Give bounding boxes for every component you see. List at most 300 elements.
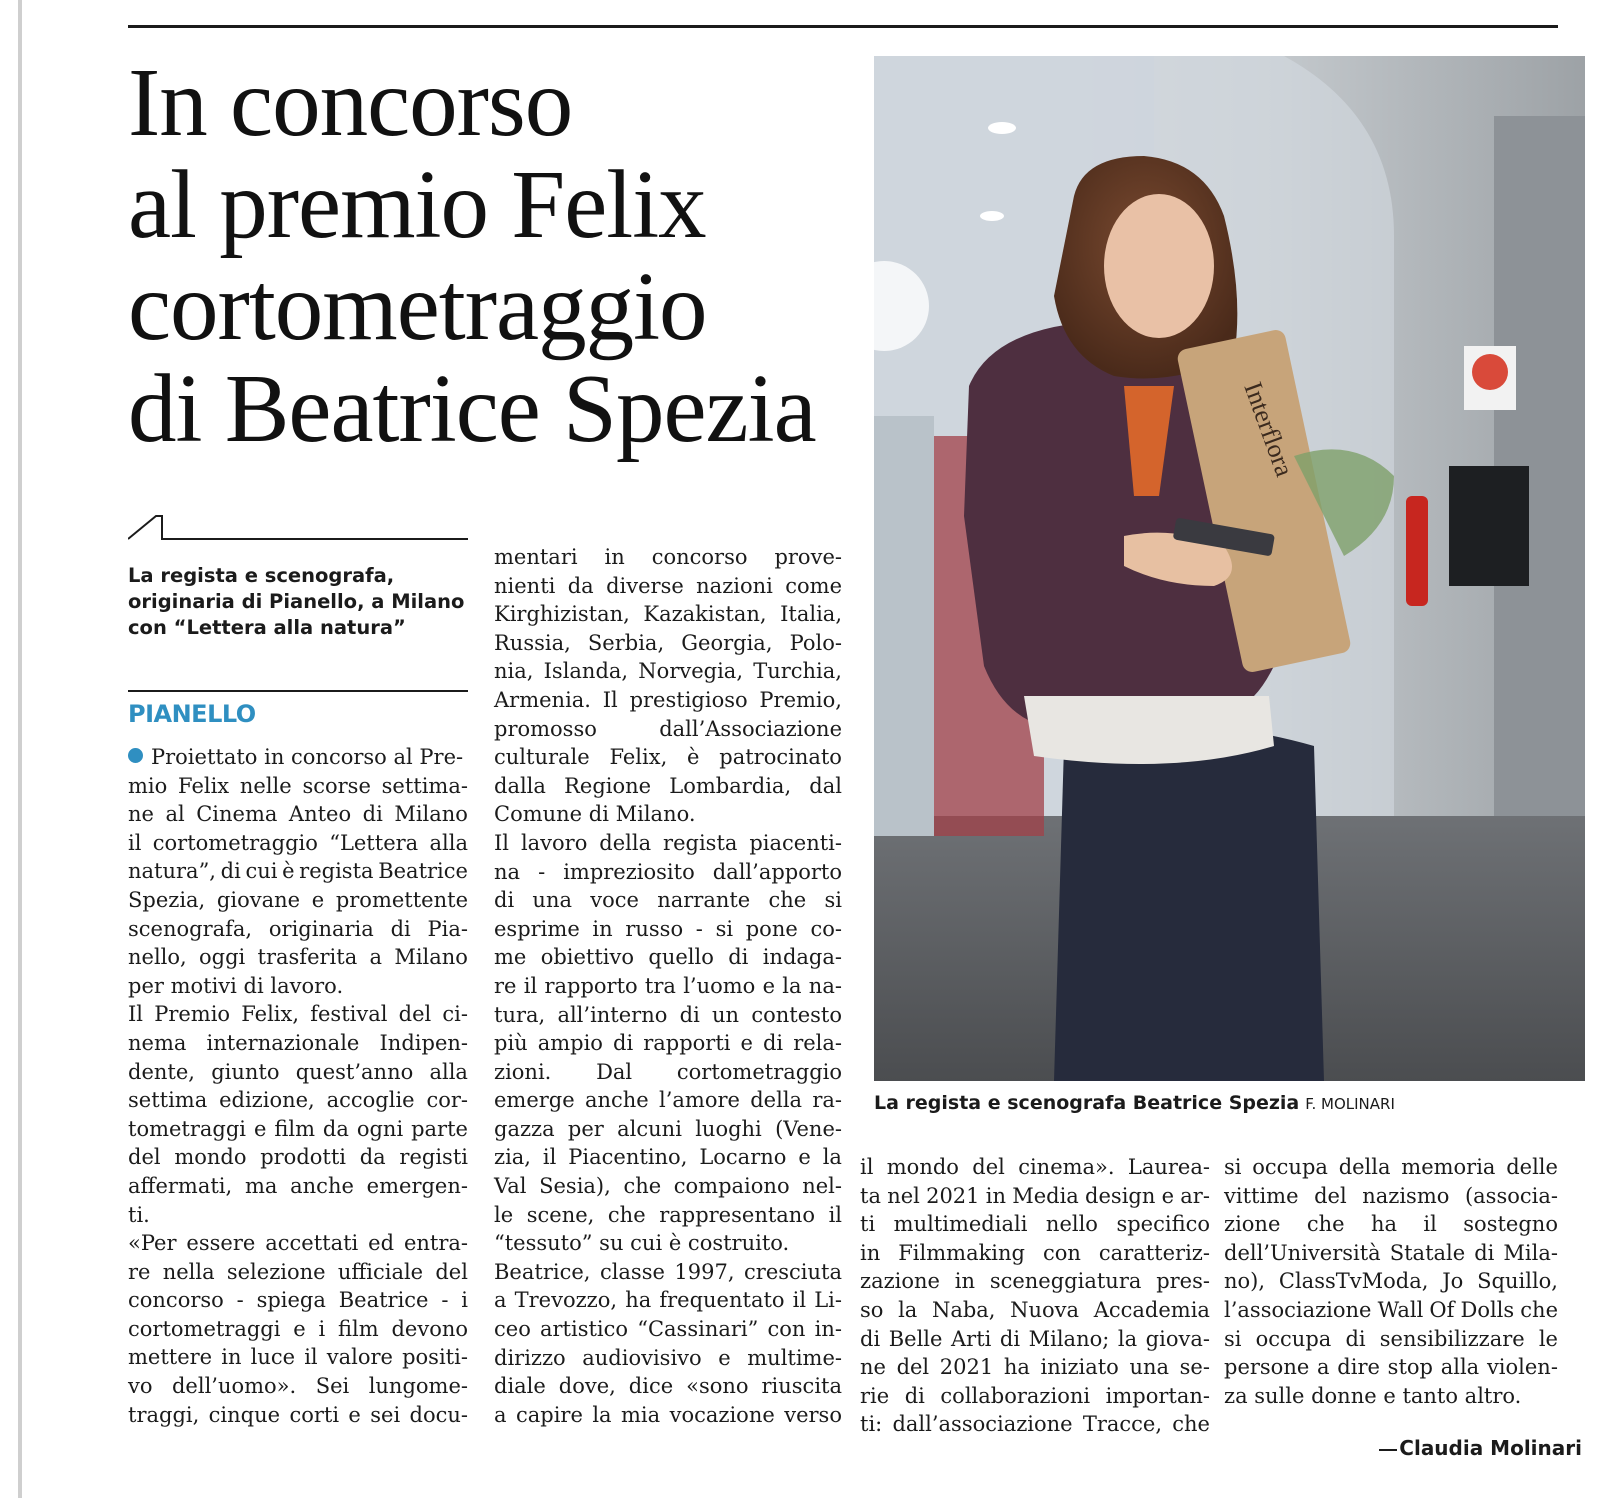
word: si (1224, 1326, 1242, 1351)
word: che (768, 888, 807, 913)
word: ha (625, 1288, 652, 1313)
text-line (1224, 1325, 1558, 1354)
word: tra (644, 973, 676, 998)
word: Beatrice (338, 1288, 429, 1313)
word: frequentato (659, 1288, 785, 1313)
word: registi (399, 1145, 468, 1170)
word: multime- (747, 1345, 842, 1370)
word: prestigioso (629, 687, 748, 712)
word: del (896, 1355, 930, 1380)
word: importan- (1105, 1383, 1210, 1408)
word: mondo (174, 1145, 247, 1170)
author-byline (1379, 1436, 1582, 1460)
word: gazza (494, 1116, 555, 1141)
text-line: Comune di Milano. (494, 802, 696, 827)
word: «sono (686, 1374, 749, 1399)
word: più (494, 1031, 528, 1056)
word: dente, (128, 1059, 195, 1084)
word: di (494, 888, 515, 913)
text-line (128, 1115, 468, 1144)
word: Il (128, 1002, 144, 1027)
text-line (494, 829, 842, 858)
word: emergen- (366, 1173, 468, 1198)
word: la (1117, 1326, 1138, 1351)
dateline: PIANELLO (128, 700, 256, 728)
word: vo (128, 1374, 153, 1399)
word: violen- (1486, 1355, 1558, 1380)
text-line (494, 972, 842, 1001)
word: dal (809, 773, 842, 798)
word: mio (128, 773, 168, 798)
text-line (494, 1258, 842, 1287)
word: il (792, 1288, 807, 1313)
word: come (785, 573, 842, 598)
word: dove, (558, 1374, 616, 1399)
word: ogni (356, 1116, 404, 1141)
word: rela- (793, 1031, 842, 1056)
word: - (695, 916, 703, 941)
author-name: Claudia Molinari (1399, 1436, 1582, 1460)
word: Media (1012, 1183, 1079, 1208)
word: - (538, 859, 546, 884)
text-line (860, 1296, 1210, 1325)
headline-line: al premio Felix (128, 151, 706, 258)
word: specifico (1116, 1212, 1210, 1237)
caption-text: La regista e scenografa Beatrice Spezia (874, 1092, 1300, 1114)
word: natura”, (128, 859, 216, 884)
word: indaga- (762, 945, 842, 970)
word: e (1161, 1183, 1175, 1208)
word: del (1314, 1183, 1347, 1208)
word: rappresentano (659, 1202, 815, 1227)
text-line (1224, 1239, 1558, 1268)
word: co- (810, 916, 842, 941)
text-line (1224, 1210, 1558, 1239)
word: in (604, 545, 625, 569)
text-line (494, 686, 842, 715)
word: alcuni (617, 1116, 682, 1141)
separator-rule (128, 690, 468, 692)
text-line (494, 1029, 842, 1058)
word: l’amore (659, 1088, 740, 1113)
text-line (494, 915, 842, 944)
word: prove- (774, 545, 842, 569)
word: collaborazioni (940, 1383, 1091, 1408)
word: dall’associazione (892, 1412, 1073, 1437)
word: promosso (494, 716, 597, 741)
word: vocazione (669, 1402, 775, 1427)
word: del (972, 1155, 1005, 1179)
word: ra- (812, 1088, 842, 1113)
text-line (494, 1143, 842, 1172)
word: zione (1224, 1212, 1281, 1237)
text-line (494, 1001, 842, 1030)
word: concorso (128, 1288, 224, 1313)
word: “Lettera (329, 830, 419, 855)
headline (128, 49, 848, 462)
text-line (860, 1210, 1210, 1239)
subhead-line: con “Lettera alla natura” (128, 616, 406, 639)
word: nel- (802, 1174, 842, 1199)
word: accettati (265, 1231, 359, 1256)
word: promettente (335, 887, 468, 912)
word: del (435, 1259, 468, 1284)
word: spiega (256, 1288, 326, 1313)
word: che (1172, 1412, 1210, 1437)
word: essere (186, 1231, 256, 1256)
word: giunto (211, 1059, 280, 1084)
text-line (1224, 1296, 1558, 1325)
word: la (822, 1145, 842, 1170)
word: classe (599, 1259, 665, 1284)
text-line (128, 1258, 468, 1287)
word: di (1345, 1326, 1366, 1351)
word: Tracce, (1082, 1412, 1163, 1437)
word: “Cassinari” (637, 1317, 759, 1342)
word: da (322, 1116, 349, 1141)
word: mondo (886, 1155, 959, 1179)
word: Beatrice, (494, 1259, 591, 1284)
word: cortometraggi (128, 1316, 281, 1341)
word: nienti (494, 573, 556, 598)
word: dall’apporto (712, 859, 842, 884)
text-line (860, 1267, 1210, 1296)
word: Nuova (1010, 1297, 1080, 1322)
text-line (128, 772, 468, 801)
word: affermati, (128, 1173, 233, 1198)
word: internazionale (206, 1030, 360, 1055)
word: lungome- (368, 1374, 468, 1399)
word: ma (244, 1173, 278, 1198)
word: ci- (442, 1002, 468, 1027)
word: di (613, 1031, 634, 1056)
word: trasferita (257, 945, 358, 970)
word: una (1129, 1355, 1170, 1380)
word: a (1317, 1355, 1330, 1380)
word: traggi, (128, 1402, 200, 1427)
word: di (728, 945, 749, 970)
headline-line: In concorso (128, 49, 573, 156)
word: sensibilizzare (1379, 1326, 1525, 1351)
word: del (128, 1145, 161, 1170)
word: Russia, (494, 630, 571, 655)
word: parte (411, 1116, 468, 1141)
word: Accademia (1093, 1297, 1210, 1322)
word: delle (1506, 1155, 1558, 1179)
word: rapporti (643, 1031, 731, 1056)
word: nema (128, 1030, 187, 1055)
word: Trevozzo, (514, 1288, 618, 1313)
word: prodotti (260, 1145, 347, 1170)
word: anche (584, 1088, 649, 1113)
word: ta (860, 1183, 881, 1208)
word: di (762, 1031, 784, 1056)
word: oggi (199, 945, 246, 970)
text-line (1224, 1267, 1558, 1296)
word: regista (663, 830, 738, 855)
word: la (782, 973, 802, 998)
word: è (282, 859, 295, 884)
text-line (860, 1182, 1210, 1211)
word: diverse (606, 573, 684, 598)
word: vittime (1224, 1183, 1299, 1208)
word: Sei (315, 1374, 350, 1399)
word: quello (648, 945, 714, 970)
word: sei (370, 1402, 401, 1427)
word: e (740, 1031, 753, 1056)
word: entra- (403, 1231, 468, 1256)
text-line (494, 1115, 842, 1144)
word: i (461, 1288, 468, 1313)
word: piacenti- (749, 830, 842, 855)
word: «Per (128, 1231, 177, 1256)
text-line (860, 1325, 1210, 1354)
text-line (494, 1401, 842, 1430)
word: luoghi (695, 1116, 762, 1141)
word: memoria (1401, 1155, 1496, 1179)
word: Premio, (759, 687, 842, 712)
text-line (1224, 1182, 1558, 1211)
word: Il (602, 687, 618, 712)
word: nazismo (1362, 1183, 1450, 1208)
word: re (494, 973, 517, 998)
word: Indipen- (379, 1030, 468, 1055)
word: ne (860, 1355, 886, 1380)
word: Kirghizistan, (494, 602, 630, 627)
subhead-line: originaria di Pianello, a Milano (128, 590, 465, 613)
word: Il (494, 830, 510, 855)
word: l’uomo (683, 973, 756, 998)
word: sceneggiatura (989, 1269, 1142, 1294)
top-rule (128, 25, 1558, 28)
kicker-mark-icon (128, 512, 468, 542)
word: iniziato (1040, 1355, 1119, 1380)
text-line (128, 1401, 468, 1430)
text-line (128, 886, 468, 915)
word: nia, (494, 659, 534, 684)
word: Milano (394, 945, 468, 970)
bullet-dot-icon (128, 748, 143, 763)
word: di (362, 802, 383, 827)
word: Anteo (288, 802, 352, 827)
word: il (860, 1155, 874, 1179)
word: ClassTvModa, (1278, 1269, 1429, 1294)
word: la (898, 1297, 918, 1322)
word: positi- (402, 1345, 468, 1370)
text-line (128, 1029, 468, 1058)
word: mentari (494, 545, 578, 569)
word: da (567, 573, 594, 598)
text-line (128, 800, 468, 829)
text-line (494, 886, 842, 915)
text-line (128, 743, 468, 772)
text-line (494, 943, 842, 972)
word: le (1538, 1326, 1558, 1351)
word: contesto (751, 1002, 842, 1027)
word: occupa (1252, 1155, 1328, 1179)
text-line (128, 1000, 468, 1029)
word: narrante (657, 888, 751, 913)
word: il (304, 1345, 318, 1370)
word: della (599, 830, 652, 855)
word: cortometraggio (676, 1059, 842, 1084)
word: alla (1440, 1355, 1480, 1380)
word: di (904, 1383, 925, 1408)
word: verso (784, 1402, 842, 1427)
word: ha (1003, 1355, 1030, 1380)
word: me (494, 945, 527, 970)
subheadline (128, 563, 468, 641)
text-line (128, 1172, 468, 1201)
word: Premio (154, 1002, 231, 1027)
word: rapporto (544, 973, 638, 998)
word: che (1520, 1297, 1558, 1322)
word: si (1224, 1155, 1242, 1179)
word: al (165, 802, 185, 827)
word: settima (128, 1088, 208, 1113)
word: obiettivo (540, 945, 635, 970)
word: cortometraggio (152, 830, 318, 855)
text-line (128, 1229, 468, 1258)
word: 2021 (939, 1355, 994, 1380)
word: Turchia, (753, 659, 842, 684)
word: voce (590, 888, 639, 913)
word: e (762, 973, 776, 998)
word: Mila- (1503, 1240, 1558, 1265)
word: che (607, 1202, 646, 1227)
word: scorse (302, 773, 371, 798)
word: e (311, 887, 325, 912)
word: zia, (494, 1145, 531, 1170)
word: dire (1337, 1355, 1380, 1380)
word: corti (289, 1402, 340, 1427)
text-line (494, 1058, 842, 1087)
word: giovane (216, 887, 301, 912)
text-line (128, 829, 468, 858)
text-line (860, 1153, 1210, 1182)
word: Armenia. (494, 687, 591, 712)
word: con (1042, 1240, 1081, 1265)
text-line (128, 1086, 468, 1115)
word: lavoro (520, 830, 588, 855)
text-line: “tessuto” su cui è costruito. (494, 1231, 790, 1256)
word: Milano (394, 802, 468, 827)
word: Laurea- (1127, 1155, 1210, 1179)
word: Belle (888, 1326, 943, 1351)
word: Squillo, (1477, 1269, 1558, 1294)
text-line (128, 1058, 468, 1087)
word: Dolls (1460, 1297, 1515, 1322)
text-line (128, 915, 468, 944)
text-line (1224, 1353, 1558, 1382)
word: impreziosito (563, 859, 695, 884)
word: alla (429, 830, 468, 855)
word: diale (494, 1374, 546, 1399)
text-line (494, 743, 842, 772)
word: nazioni (696, 573, 773, 598)
word: della (750, 1088, 803, 1113)
word: Statale (1389, 1240, 1466, 1265)
word: cor- (426, 1088, 468, 1113)
word: na (494, 859, 521, 884)
word: Norvegia, (638, 659, 743, 684)
word: di (679, 1002, 700, 1027)
word: Dal (596, 1059, 633, 1084)
word: che (623, 1174, 662, 1199)
word: rie (860, 1383, 890, 1408)
word: Of (1429, 1297, 1455, 1322)
word: 1997, (674, 1259, 735, 1284)
word: che (1306, 1212, 1345, 1237)
text-line: za sulle donne e tanto altro. (1224, 1383, 1522, 1408)
word: zioni. (494, 1059, 552, 1084)
word: dell’uomo». (171, 1374, 297, 1399)
text-line (494, 600, 842, 629)
text-line (860, 1382, 1210, 1411)
word: Li- (814, 1288, 842, 1313)
word: i (318, 1316, 326, 1341)
word: ufficiale (337, 1259, 424, 1284)
word: e (253, 1116, 267, 1141)
word: cresciuta (744, 1259, 842, 1284)
word: zazione (860, 1269, 940, 1294)
word: mia (621, 1402, 661, 1427)
text-line (128, 857, 468, 886)
photo-illustration (874, 56, 1585, 1081)
word: nello (1045, 1212, 1098, 1237)
word: Georgia, (681, 630, 773, 655)
word: da (359, 1145, 386, 1170)
word: di (999, 1326, 1021, 1351)
word: cinema». (1018, 1155, 1115, 1179)
article-column-1 (128, 743, 468, 1429)
text-line (128, 1143, 468, 1172)
word: - (441, 1288, 449, 1313)
word: devono (391, 1316, 468, 1341)
article-photo (874, 56, 1585, 1081)
word: giova- (1145, 1326, 1210, 1351)
word: Piacentino, (568, 1145, 688, 1170)
text-line (128, 1315, 468, 1344)
word: festival (310, 1002, 388, 1027)
word: luce (250, 1345, 296, 1370)
word: alla (429, 1059, 468, 1084)
word: si (824, 888, 842, 913)
word: nella (162, 1259, 215, 1284)
word: ne (128, 802, 154, 827)
word: Filmmaking (898, 1240, 1025, 1265)
word: pone (745, 916, 798, 941)
word: Islanda, (543, 659, 629, 684)
word: ti (860, 1212, 876, 1237)
word: na- (808, 973, 842, 998)
text-line (494, 1372, 842, 1401)
word: edizione, (219, 1088, 315, 1113)
word: esprime (494, 916, 580, 941)
word: compaiono (673, 1174, 790, 1199)
text-line (128, 1343, 468, 1372)
word: una (532, 888, 572, 913)
word: regista (299, 859, 374, 884)
text-line (494, 1172, 842, 1201)
word: Arti (951, 1326, 992, 1351)
word: di (220, 859, 241, 884)
page-edge-rule (18, 0, 22, 1498)
word: Naba, (931, 1297, 996, 1322)
text-line: ti. (128, 1202, 150, 1227)
byline-dash (1379, 1449, 1397, 1451)
word: emerge (494, 1088, 575, 1113)
